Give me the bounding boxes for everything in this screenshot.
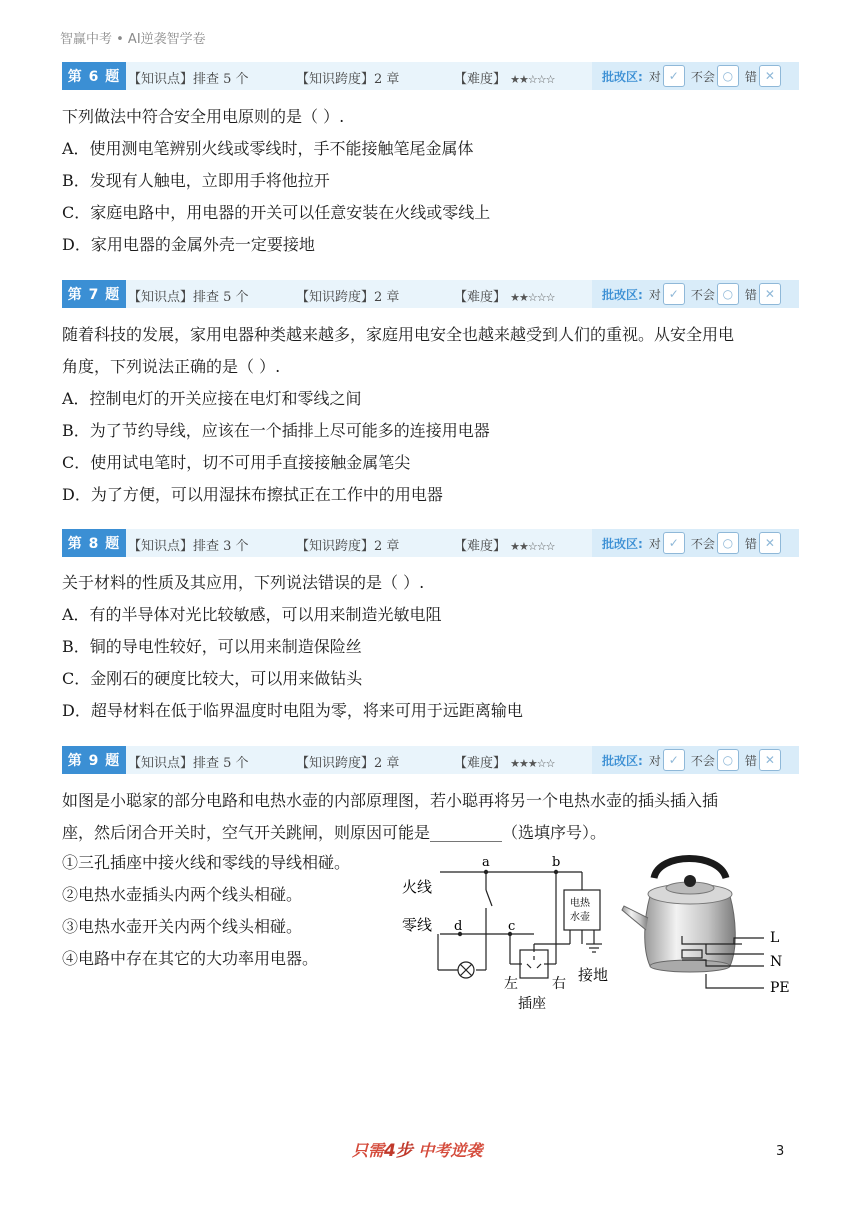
wrong-checkbox[interactable]: ✕ <box>759 749 781 771</box>
point-b-label: b <box>552 855 561 870</box>
question-number: 第 7 题 <box>62 280 126 308</box>
wrong-checkbox[interactable]: ✕ <box>759 65 781 87</box>
question-number: 第 6 题 <box>62 62 126 90</box>
option-d: D．家用电器的金属外壳一定要接地 <box>62 235 315 254</box>
knowledge-point: 【知识点】排查 5 个 <box>128 290 249 305</box>
option-b: B．为了节约导线，应该在一个插排上尽可能多的连接用电器 <box>62 421 490 440</box>
socket-right-label: 右 <box>552 976 566 992</box>
unsure-checkbox[interactable]: ○ <box>717 749 739 771</box>
option-b: B．铜的导电性较好，可以用来制造保险丝 <box>62 637 362 656</box>
option-a: A．控制电灯的开关应接在电灯和零线之间 <box>62 389 362 408</box>
grading-area: 批改区: 对 ✓ 不会 ○ 错 ✕ <box>592 529 799 557</box>
grading-area: 批改区: 对 ✓ 不会 ○ 错 ✕ <box>592 62 799 90</box>
correct-checkbox[interactable]: ✓ <box>663 65 685 87</box>
switch-blade <box>486 890 492 906</box>
question-stem: 关于材料的性质及其应用，下列说法错误的是（ ）. <box>62 573 425 592</box>
difficulty-stars: ★★★☆☆ <box>510 757 555 770</box>
choice-1: ①三孔插座中接火线和零线的导线相碰。 <box>62 853 351 872</box>
option-d: D．为了方便，可以用湿抹布擦拭正在工作中的用电器 <box>62 485 443 504</box>
choice-list <box>62 847 402 975</box>
question-number: 第 8 题 <box>62 529 126 557</box>
difficulty-stars: ★★☆☆☆ <box>510 291 555 304</box>
question-bar-9 <box>62 746 799 774</box>
point-c-label: c <box>508 919 516 934</box>
difficulty: 【难度】 ★★★☆☆ <box>454 756 555 771</box>
page-header: 智赢中考 • AI逆袭智学卷 <box>60 32 206 47</box>
difficulty: 【难度】 ★★☆☆☆ <box>454 290 555 305</box>
knowledge-span: 【知识跨度】2 章 <box>296 72 400 87</box>
question-stem-line-2: 座，然后闭合开关时，空气开关跳闸，则原因可能是_________（选填序号）。 <box>62 823 607 842</box>
wrong-checkbox[interactable]: ✕ <box>759 532 781 554</box>
option-d: D．超导材料在低于临界温度时电阻为零，将来可用于远距离输电 <box>62 701 523 720</box>
question-stem-line-1: 随着科技的发展，家用电器种类越来越多，家庭用电安全也越来越受到人们的重视。从安全用电 <box>62 325 735 344</box>
knowledge-point: 【知识点】排查 5 个 <box>128 72 249 87</box>
kettle-diagram <box>614 848 804 998</box>
choice-4: ④电路中存在其它的大功率用电器。 <box>62 949 319 968</box>
socket-label: 插座 <box>518 996 546 1012</box>
circuit-diagram <box>398 852 618 1012</box>
grading-area: 批改区: 对 ✓ 不会 ○ 错 ✕ <box>592 280 799 308</box>
terminal-PE-label: PE <box>770 980 790 996</box>
question-8-body <box>62 567 802 727</box>
option-b: B．发现有人触电，立即用手将他拉开 <box>62 171 330 190</box>
socket-icon <box>520 950 548 978</box>
unsure-checkbox[interactable]: ○ <box>717 283 739 305</box>
question-bar-8 <box>62 529 799 557</box>
difficulty-stars: ★★☆☆☆ <box>510 540 555 553</box>
option-c: C．金刚石的硬度比较大，可以用来做钻头 <box>62 669 363 688</box>
kettle-label-2: 水壶 <box>570 912 590 923</box>
question-bar-6 <box>62 62 799 90</box>
choice-2: ②电热水壶插头内两个线头相碰。 <box>62 885 303 904</box>
knowledge-point: 【知识点】排查 5 个 <box>128 756 249 771</box>
wrong-checkbox[interactable]: ✕ <box>759 283 781 305</box>
question-stem: 下列做法中符合安全用电原则的是（ ）. <box>62 107 345 126</box>
page-number: 3 <box>776 1144 785 1159</box>
option-a: A．使用测电笔辨别火线或零线时，手不能接触笔尾金属体 <box>62 139 474 158</box>
difficulty: 【难度】 ★★☆☆☆ <box>454 539 555 554</box>
neutral-wire-label: 零线 <box>402 916 433 934</box>
difficulty-stars: ★★☆☆☆ <box>510 73 555 86</box>
question-stem-line-1: 如图是小聪家的部分电路和电热水壶的内部原理图，若小聪再将另一个电热水壶的插头插入插 <box>62 791 719 810</box>
difficulty: 【难度】 ★★☆☆☆ <box>454 72 555 87</box>
choice-3: ③电热水壶开关内两个线头相碰。 <box>62 917 303 936</box>
kettle-icon <box>622 859 735 973</box>
question-9-body <box>62 785 802 849</box>
correct-checkbox[interactable]: ✓ <box>663 283 685 305</box>
question-6-body <box>62 101 802 261</box>
option-c: C．使用试电笔时，切不可用手直接接触金属笔尖 <box>62 453 411 472</box>
option-c: C．家庭电路中，用电器的开关可以任意安装在火线或零线上 <box>62 203 491 222</box>
correct-checkbox[interactable]: ✓ <box>663 749 685 771</box>
footer-slogan: 只需4步 中考逆袭 <box>352 1141 483 1161</box>
kettle-box <box>564 890 600 930</box>
kettle-label-1: 电热 <box>570 898 590 909</box>
point-a-label: a <box>482 855 490 870</box>
unsure-checkbox[interactable]: ○ <box>717 532 739 554</box>
question-7-body <box>62 319 802 511</box>
correct-checkbox[interactable]: ✓ <box>663 532 685 554</box>
unsure-checkbox[interactable]: ○ <box>717 65 739 87</box>
grading-area: 批改区: 对 ✓ 不会 ○ 错 ✕ <box>592 746 799 774</box>
knowledge-span: 【知识跨度】2 章 <box>296 756 400 771</box>
knowledge-span: 【知识跨度】2 章 <box>296 290 400 305</box>
terminal-N-label: N <box>770 954 783 970</box>
point-d-label: d <box>454 919 463 934</box>
question-bar-7 <box>62 280 799 308</box>
question-stem-line-2: 角度，下列说法正确的是（ ）. <box>62 357 281 376</box>
option-a: A．有的半导体对光比较敏感，可以用来制造光敏电阻 <box>62 605 442 624</box>
ground-label: 接地 <box>578 966 609 984</box>
knowledge-point: 【知识点】排查 3 个 <box>128 539 249 554</box>
knowledge-span: 【知识跨度】2 章 <box>296 539 400 554</box>
socket-left-label: 左 <box>504 976 518 992</box>
terminal-L-label: L <box>770 930 780 946</box>
live-wire-label: 火线 <box>402 878 433 896</box>
question-number: 第 9 题 <box>62 746 126 774</box>
